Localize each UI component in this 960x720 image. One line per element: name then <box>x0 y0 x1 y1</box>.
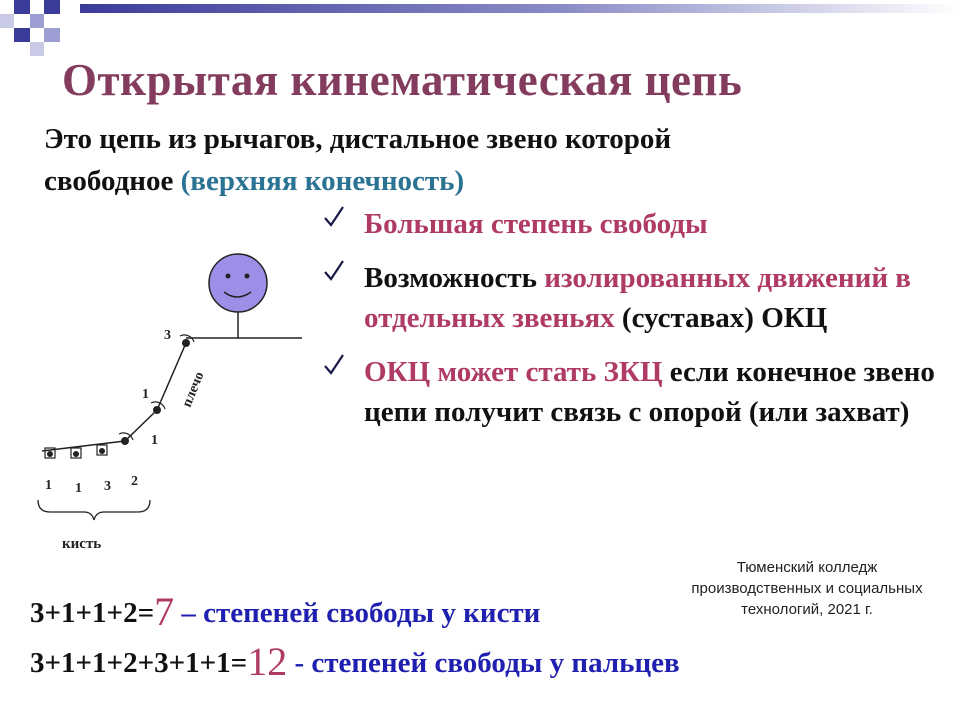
bullet-3-accent: ОКЦ может стать ЗКЦ <box>364 356 663 388</box>
checkmark-icon <box>322 352 346 378</box>
definition-line1: Это цепь из рычагов, дистальное звено которой <box>44 123 672 155</box>
formula-hand-result: 7 <box>154 589 175 634</box>
bullet-2-accent: изолированных движений в отдельных звеньях <box>364 262 911 334</box>
hand-brace <box>38 500 150 520</box>
credit-line-3: технологий, 2021 г. <box>741 601 873 618</box>
formula-fingers <box>30 638 680 685</box>
bullet-2-suffix: (суставах) ОКЦ <box>614 302 828 334</box>
joint-label-elbow-top: 1 <box>142 387 149 402</box>
credit-line-1: Тюменский колледж <box>736 559 878 576</box>
formula-fingers-text: - степеней свободы у пальцев <box>287 647 680 679</box>
joint-label-shoulder: 3 <box>164 328 171 343</box>
definition-line2-accent: (верхняя конечность) <box>180 165 465 197</box>
credit-line-2: производственных и социальных <box>691 580 923 597</box>
slide-title: Открытая кинематическая цепь <box>62 55 743 105</box>
joint-label-wrist: 2 <box>131 474 138 489</box>
shoulder-label: плечо <box>179 369 208 410</box>
finger-label-2: 1 <box>75 481 82 496</box>
finger-label-3: 3 <box>104 479 111 494</box>
bullet-2-prefix: Возможность <box>364 262 545 294</box>
kinematic-chain-diagram <box>20 250 320 560</box>
header-decoration <box>0 0 960 60</box>
shoulder-joint <box>180 335 194 347</box>
bullet-1-text: Большая степень свободы <box>364 208 708 240</box>
formula-hand <box>30 588 540 635</box>
finger-label-1: 1 <box>45 478 52 493</box>
bullet-item-1 <box>318 204 938 244</box>
formula-fingers-result: 12 <box>247 639 288 684</box>
credit-text <box>664 557 950 620</box>
formula-hand-text: – степеней свободы у кисти <box>174 597 541 629</box>
formula-fingers-expr: 3+1+1+2+3+1+1= <box>30 647 248 679</box>
checkmark-icon <box>322 258 346 284</box>
bullet-item-3 <box>318 352 938 432</box>
elbow-joint <box>151 402 165 414</box>
hand-label: кисть <box>62 536 102 552</box>
definition-line2-prefix: свободное <box>44 165 181 197</box>
bullet-item-2 <box>318 258 938 338</box>
formula-hand-expr: 3+1+1+2= <box>30 597 155 629</box>
definition-text <box>44 118 924 202</box>
joint-label-elbow-bottom: 1 <box>151 433 158 448</box>
bullet-list <box>318 204 938 432</box>
stick-figure-head <box>209 254 267 312</box>
bullet-3-suffix: если конечное звено цепи получит связь с опорой (или захват) <box>364 356 935 428</box>
checkmark-icon <box>322 204 346 230</box>
